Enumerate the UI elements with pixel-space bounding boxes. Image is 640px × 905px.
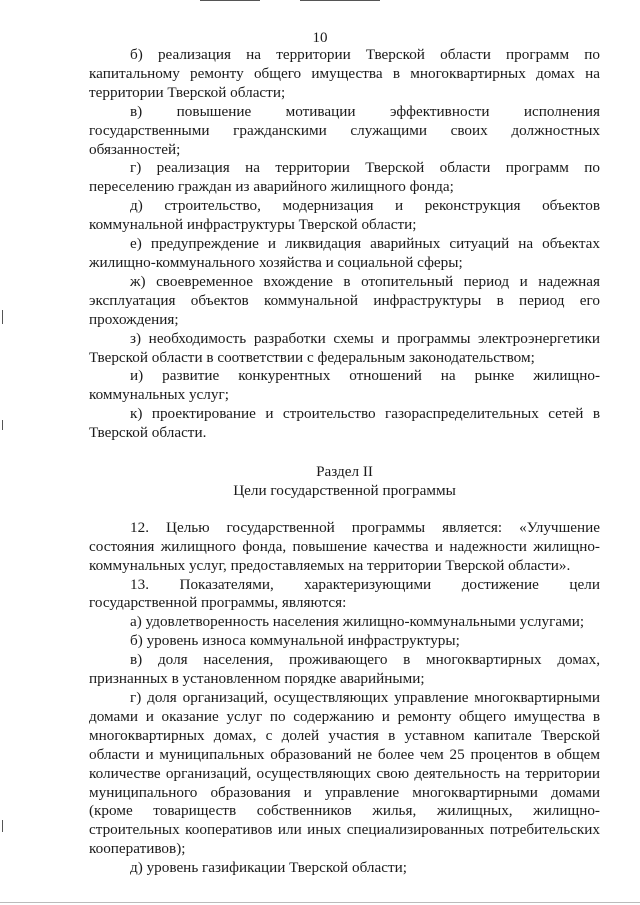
document-body (89, 46, 600, 878)
paragraph: 12. Целью государственной программы является: «Улучшение состояния жилищного фонда, повышение качества и надежности жилищно-коммунальных услуг, предоставляемых на территории Тверской области». (89, 518, 600, 574)
paragraph: г) доля организаций, осуществляющих управление многоквартирными домами и оказание услуг по содержанию и ремонту общего имущества в многоквартирных домах, с долей участия в уставном капитале Тверской области и муниципальных образований не более чем 25 процентов в общем количестве организаций, осуществляющих свою деятельность на территории муниципального образования и управление многоквартирными домами (кроме товариществ собственников жилья, жилищных, жилищно-строительных кооперативов или иных специализированных потребительских кооперативов); (89, 689, 600, 858)
list-part-2 (89, 519, 600, 878)
scan-artifact-left-2 (2, 420, 3, 430)
section-subtitle: Цели государственной программы (233, 481, 456, 499)
paragraph: б) реализация на территории Тверской области программ по капитальному ремонту общего имущества в многоквартирных домах на территории Тверской области; (89, 46, 600, 101)
paragraph: к) проектирование и строительство газораспределительных сетей в Тверской области. (89, 405, 600, 442)
paragraph: е) предупреждение и ликвидация аварийных ситуаций на объектах жилищно-коммунального хозяйства и социальной сферы; (89, 235, 600, 271)
paragraph: 13. Показателями, характеризующими достижение цели государственной программы, являются: (89, 575, 600, 612)
paragraph: в) доля населения, проживающего в многоквартирных домах, признанных в установленном порядке аварийными; (89, 651, 600, 688)
paragraph: в) повышение мотивации эффективности исполнения государственными гражданскими служащими своих должностных обязанностей; (89, 102, 600, 158)
paragraph: б) уровень износа коммунальной инфраструктуры; (130, 632, 460, 650)
paragraph: з) необходимость разработки схемы и программы электроэнергетики Тверской области в соответствии с федеральным законодательством; (89, 329, 600, 366)
list-part-1 (89, 46, 600, 443)
paragraph: г) реализация на территории Тверской области программ по переселению граждан из аварийного жилищного фонда; (89, 159, 600, 196)
scan-artifact-left-3 (2, 820, 3, 832)
section-title: Раздел II (316, 463, 373, 481)
paragraph: д) строительство, модернизация и реконструкция объектов коммунальной инфраструктуры Тверской области; (89, 197, 600, 234)
scan-artifact-top (200, 0, 260, 1)
paragraph: а) удовлетворенность населения жилищно-коммунальными услугами; (130, 613, 585, 631)
scan-artifact-left (2, 310, 3, 324)
paragraph: ж) своевременное вхождение в отопительный период и надежная эксплуатация объектов коммунальной инфраструктуры в период его прохождения; (89, 272, 600, 328)
paragraph: и) развитие конкурентных отношений на рынке жилищно-коммунальных услуг; (89, 367, 600, 404)
scan-artifact-top-2 (300, 0, 380, 1)
page-number: 10 (312, 30, 328, 46)
paragraph: д) уровень газификации Тверской области; (130, 859, 407, 877)
scan-artifact-bottom (0, 902, 640, 903)
